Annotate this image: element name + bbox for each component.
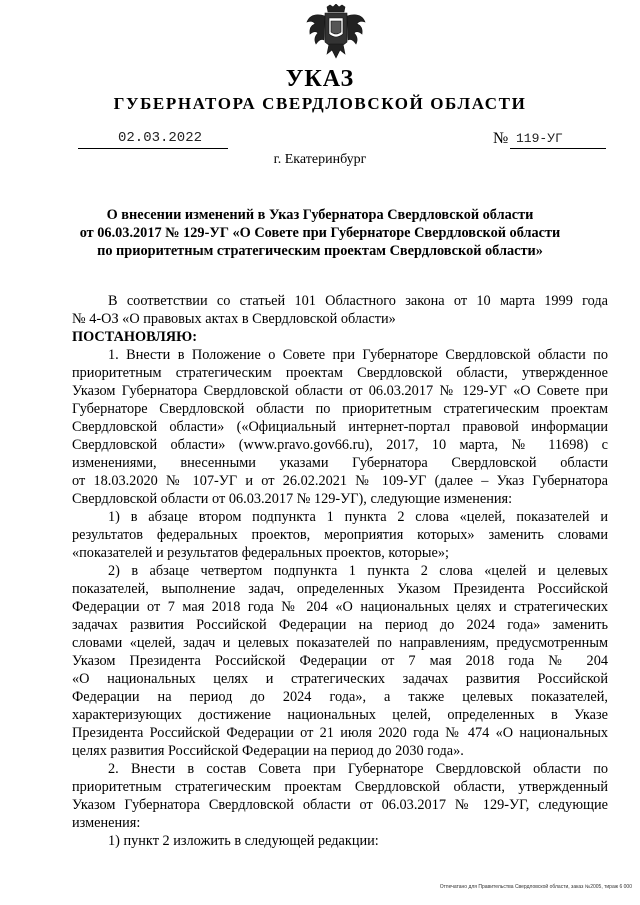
body-line: 1. Внести в Положение о Совете при Губернаторе Свердловской области по	[108, 347, 608, 363]
body-line: В соответствии со статьей 101 Областного закона от 10 марта 1999 года	[108, 293, 608, 309]
body-line: «О национальных целях и стратегических задачах развития Российской	[72, 671, 608, 687]
document-heading	[60, 206, 580, 260]
body-line: 2. Внести в состав Совета при Губернаторе Свердловской области по	[108, 761, 608, 777]
document-type-title: УКАЗ	[285, 66, 355, 92]
decree-keyword: ПОСТАНОВЛЯЮ:	[72, 329, 197, 345]
date-underline	[78, 148, 228, 149]
body-line: Свердловской области» (www.pravo.gov66.ru), 2017, 10 марта, № 11698) с	[72, 437, 608, 453]
body-line: от 18.03.2020 № 107-УГ и от 26.02.2021 № 109-УГ (далее – Указ Губернатора	[72, 473, 608, 489]
body-line: Президента Российской Федерации от 21 июля 2020 года № 474 «О национальных	[72, 725, 608, 741]
body-line: приоритетным стратегическим проектам Свердловской области, утвержденный	[72, 779, 608, 795]
body-line: Свердловской области» («Официальный интернет-портал правовой информации	[72, 419, 608, 435]
heading-line: О внесении изменений в Указ Губернатора Свердловской области	[106, 207, 534, 223]
body-line: «показателей и результатов федеральных проектов, которые»;	[72, 545, 449, 561]
heading-line: по приоритетным стратегическим проектам Свердловской области»	[97, 243, 543, 259]
body-line: 2) в абзаце четвертом подпункта 1 пункта 2 слова «целей и целевых	[108, 563, 608, 579]
body-line: Свердловской области от 06.03.2017 № 129-УГ), следующие изменения:	[72, 491, 513, 507]
document-date: 02.03.2022	[118, 130, 203, 146]
body-line: Федерации на период до 2024 года», а также целевых показателей,	[72, 689, 608, 705]
body-line: словами «целей, задач и целевых показателей по направлениям, предусмотренным	[72, 635, 608, 651]
body-line: изменения:	[72, 815, 141, 831]
document-body	[72, 292, 608, 850]
print-note: Отпечатано для Правительства Свердловской области, заказ №2005, тираж 6 000	[439, 884, 632, 890]
body-line: 1) пункт 2 изложить в следующей редакции:	[108, 833, 379, 849]
issuer-title: ГУБЕРНАТОРА СВЕРДЛОВСКОЙ ОБЛАСТИ	[113, 94, 527, 113]
document-number: 119-УГ	[516, 131, 563, 146]
city: г. Екатеринбург	[273, 152, 367, 167]
body-line: Федерации от 7 мая 2018 года № 204 «О национальных целях и стратегических	[72, 599, 608, 615]
body-line: характеризующих достижение национальных целей, определенных в Указе	[72, 707, 608, 723]
body-line: 1) в абзаце втором подпункта 1 пункта 2 слова «целей, показателей и	[108, 509, 608, 525]
number-underline	[510, 148, 606, 149]
body-line: изменениями, внесенными указами Губернатора Свердловской области	[72, 455, 608, 471]
body-line: Указом Губернатора Свердловской области от 06.03.2017 № 129-УГ «О Совете при	[72, 383, 608, 399]
body-line: результатов федеральных проектов, мероприятия которых» заменить словами	[72, 527, 608, 543]
body-line: задачах развития Российской Федерации на период до 2024 года» заменить	[72, 617, 608, 633]
body-line: Указом Президента Российской Федерации от 7 мая 2018 года № 204	[72, 653, 608, 669]
body-line: показателей, выполнение задач, определенных Указом Президента Российской	[72, 581, 608, 597]
body-line: Указом Губернатора Свердловской области от 06.03.2017 № 129-УГ, следующие	[72, 797, 608, 813]
body-line: № 4-ОЗ «О правовых актах в Свердловской области»	[72, 311, 396, 327]
body-line: Губернаторе Свердловской области по приоритетным стратегическим проектам	[72, 401, 608, 417]
heading-line: от 06.03.2017 № 129-УГ «О Совете при Губернаторе Свердловской области	[79, 225, 561, 241]
coat-of-arms-icon	[305, 4, 367, 62]
number-sign: №	[493, 130, 509, 147]
body-line: целях развития Российской Федерации на период до 2030 года».	[72, 743, 464, 759]
body-line: приоритетным стратегическим проектам Свердловской области, утвержденное	[72, 365, 608, 381]
